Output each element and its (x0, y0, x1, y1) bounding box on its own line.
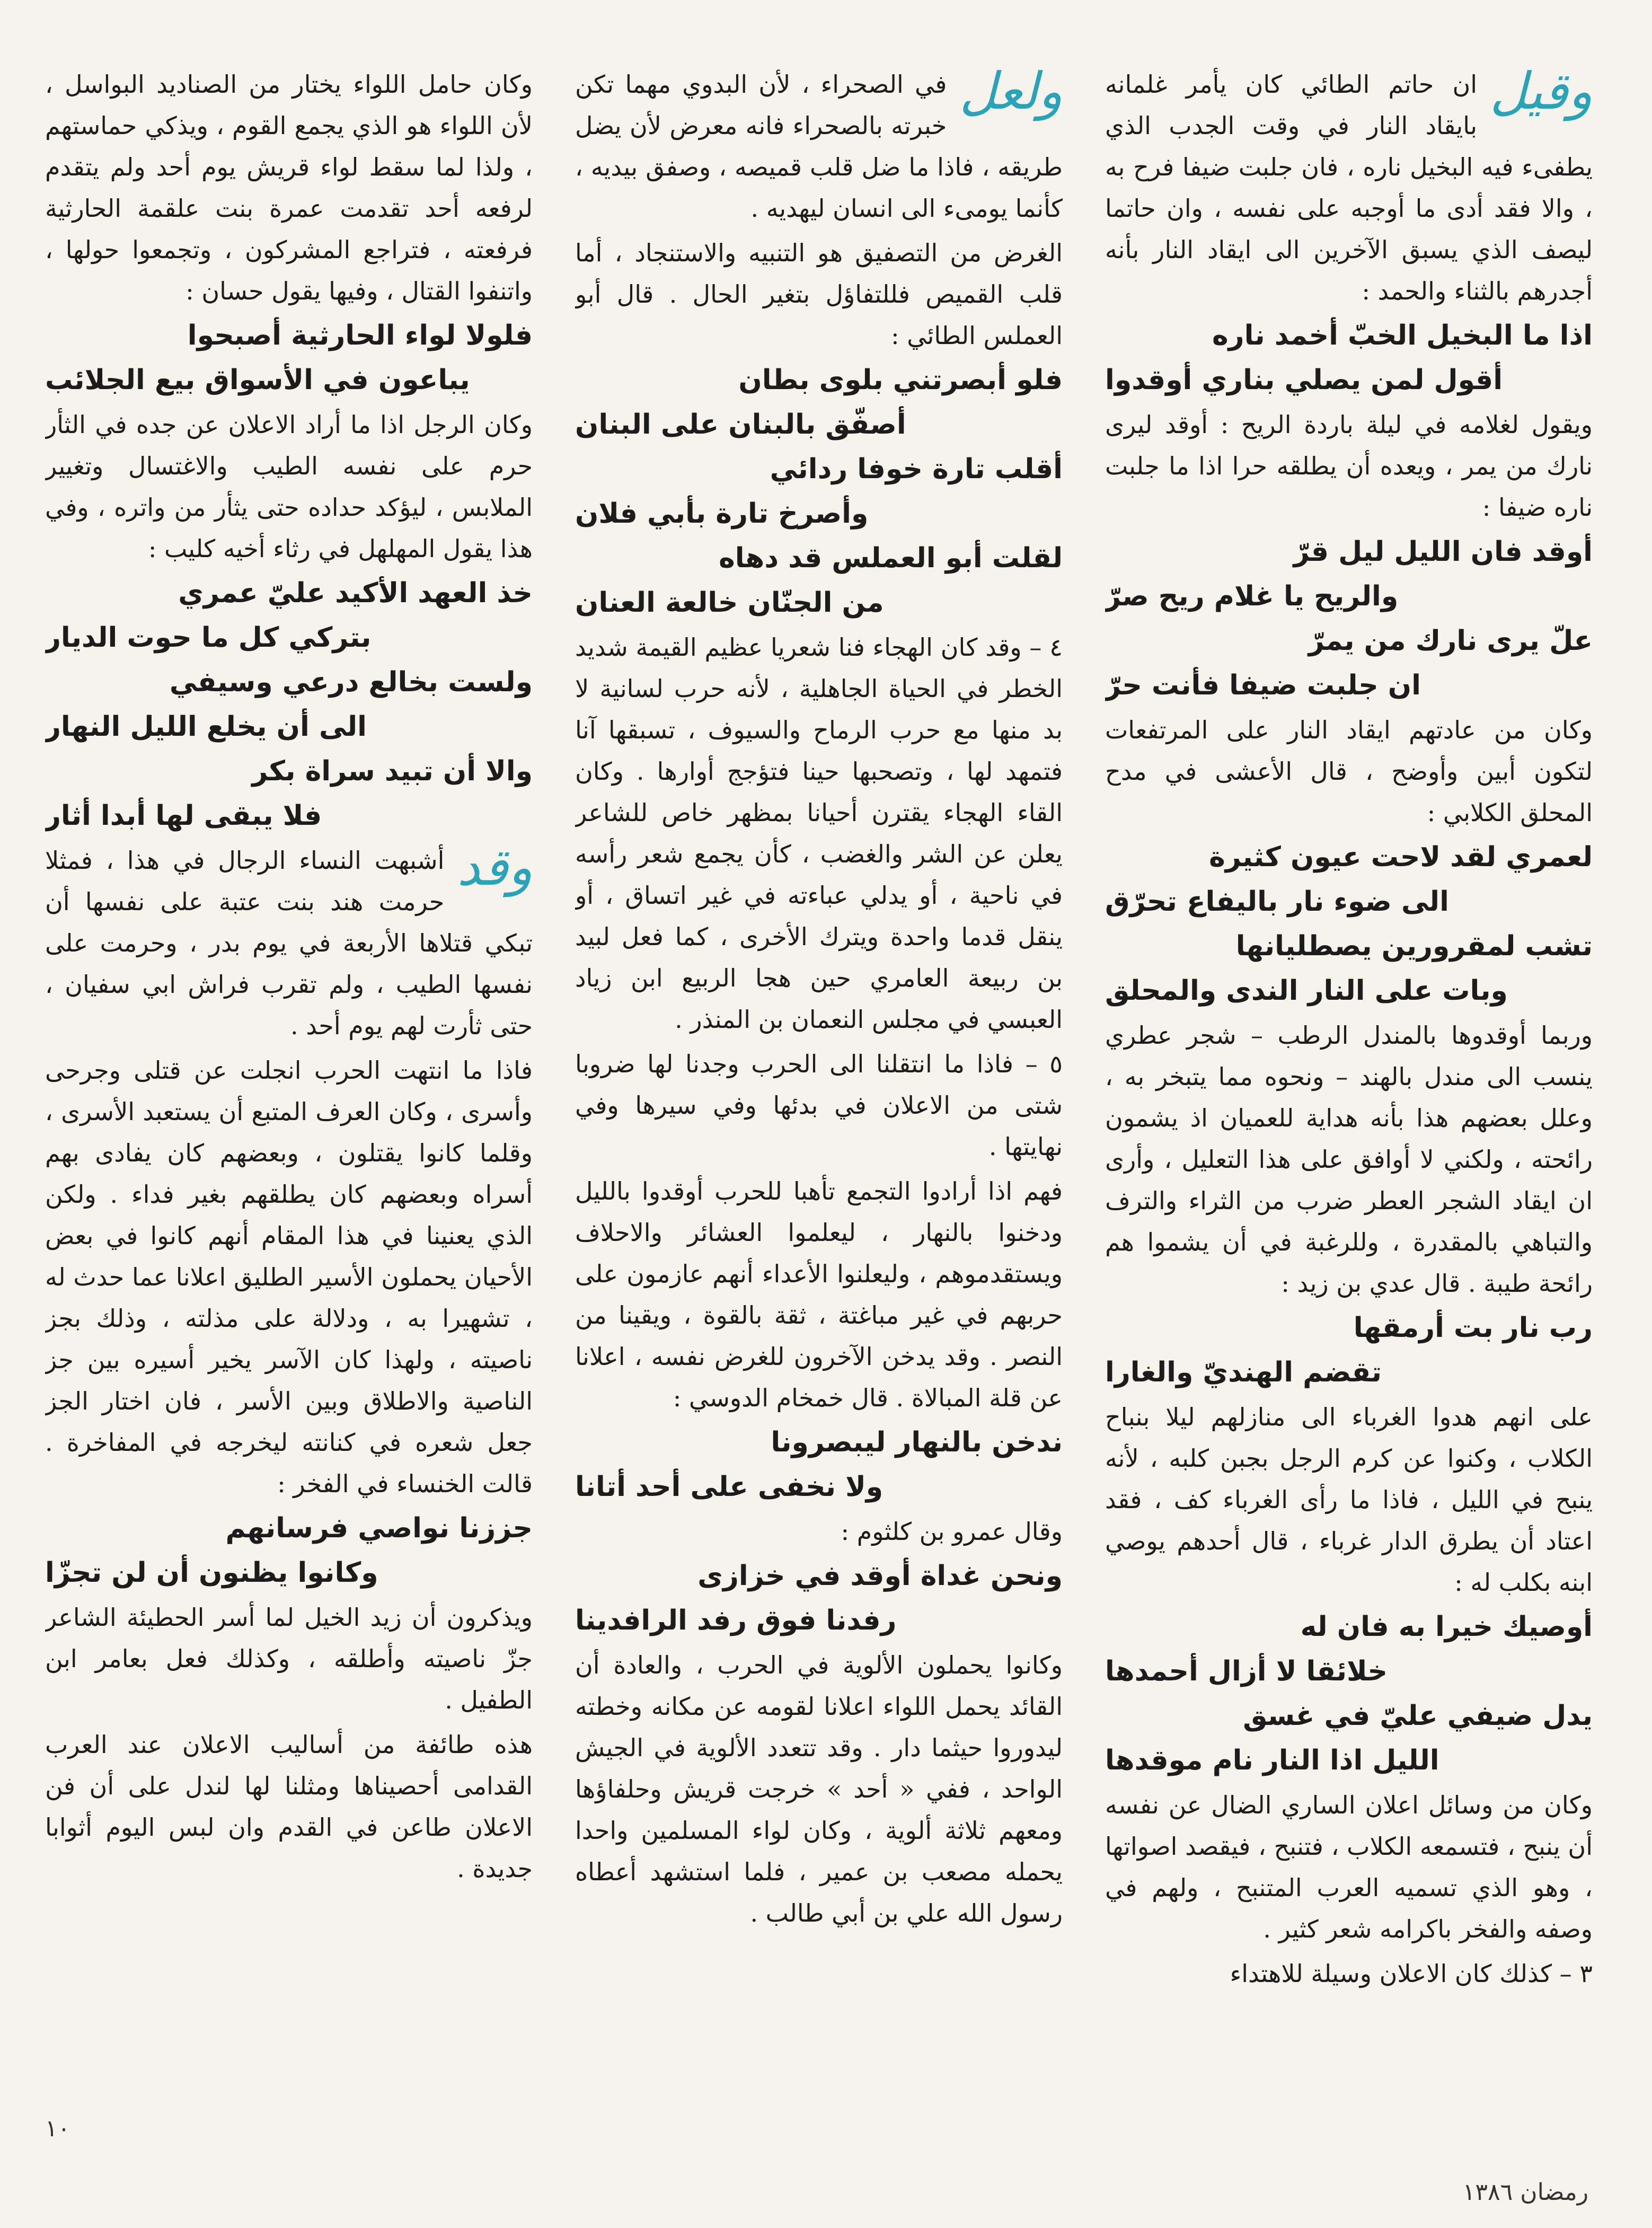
verse-hemistich-second: الى ضوء نار باليفاع تحرّق (1105, 886, 1449, 918)
verse-hemistich-first: فلولا لواء الحارثية أصبحوا (187, 320, 533, 351)
paragraph (575, 627, 1063, 1040)
paragraph-text: وكان حامل اللواء يختار من الصناديد البواسل ، لأن اللواء هو الذي يجمع القوم ، ويذكي حماستهم ، ولذا لما سقط لواء قريش يوم أحد ولم يتقدم لرفعه أحد تقدمت عمرة بنت علقمة الحارثية فرفعته ، فتراجع المشركون ، وتجمعوا حولها ، واتنفوا القتال ، وفيها يقول حسان : (45, 70, 533, 305)
paragraph (45, 64, 533, 312)
verse-hemistich-first: أقلب تارة خوفا ردائي (770, 453, 1063, 485)
issue-date: رمضان ١٣٨٦ (1462, 2179, 1588, 2206)
verse-hemistich-first: جززنا نواصي فرسانهم (225, 1512, 533, 1544)
paragraph-text: هذه طائفة من أساليب الاعلان عند العرب القدامى أحصيناها ومثلنا لها لندل على أن فن الاعلان طاعن في القدم وان لبس اليوم أثوابا جديدة . (45, 1730, 533, 1883)
paragraph (45, 840, 533, 1046)
column-left (45, 64, 533, 2089)
verse-hemistich-second: ولا نخفى على أحد أتانا (575, 1471, 884, 1503)
verse-hemistich-second: وبات على النار الندى والمحلق (1105, 975, 1508, 1007)
paragraph (45, 1597, 533, 1721)
verse-hemistich-first: والا أن تبيد سراة بكر (252, 755, 533, 787)
verse-hemistich-first: علّ يرى نارك من يمرّ (1308, 625, 1593, 657)
paragraph-text: ٤ – وقد كان الهجاء فنا شعريا عظيم القيمة شديد الخطر في الحياة الجاهلية ، لأنه حرب لسانية لا بد منها مع حرب الرماح والسيوف ، تسبقها آنا فتمهد لها ، وتصحبها حينا فتؤجج أوارها . وكان القاء الهجاء يقترن أحيانا بمظهر خاص للشاعر يعلن عن الشر والغضب ، كأن يجمع شعر رأسه في ناحية ، أو يدلي عباءته في غير اتساق ، أو ينقل قدما واحدة ويترك الأخرى ، كما فعل لبيد بن ربيعة العامري حين هجا الربيع ابن زياد العبسي في مجلس النعمان بن المنذر . (575, 633, 1063, 1034)
verse-hemistich-second: ان جلبت ضيفا فأنت حرّ (1105, 670, 1421, 701)
paragraph (45, 404, 533, 569)
verse-hemistich-second: أصفّق بالبنان على البنان (575, 409, 906, 441)
paragraph (1105, 1015, 1593, 1304)
paragraph (575, 1511, 1063, 1552)
verse-hemistich-second: خلائقا لا أزال أحمدها (1105, 1655, 1388, 1687)
paragraph-text: فاذا ما انتهت الحرب انجلت عن قتلى وجرحى وأسرى ، وكان العرف المتبع أن يستعبد الأسرى ، وقلما كانوا يقتلون ، وبعضهم كان يفادى بهم أسراه وبعضهم كان يطلقهم بغير فداء . ولكن الذي يعنينا في هذا المقام أنهم كانوا في بعض الأحيان يحملون الأسير الطليق اعلانا عما حدث له ، تشهيرا به ، ودلالة على مذلته ، وذلك بجز ناصيته ، ولهذا كان الآسر يخير أسيره بين جز الناصية والاطلاق وبين الأسر ، فان اختار الجز جعل شعره في كنانته ليخرجه في المفاخرة . قالت الخنساء في الفخر : (45, 1056, 533, 1498)
verse-hemistich-first: فلو أبصرتني بلوى بطان (738, 364, 1063, 396)
verse-hemistich-first: ونحن غداة أوقد في خزازى (697, 1560, 1063, 1592)
paragraph (575, 232, 1063, 356)
drop-word: وقيل (1490, 64, 1593, 121)
paragraph (45, 1724, 533, 1889)
paragraph-text: وكانوا يحملون الألوية في الحرب ، والعادة أن القائد يحمل اللواء اعلانا لقومه عن مكانه وخطته ليدوروا حيثما دار . وقد تتعدد الألوية في الجيش الواحد ، ففي « أحد » خرجت قريش وحلفاؤها ومعهم ثلاثة ألوية ، وكان لواء المسلمين واحدا يحمله مصعب بن عمير ، فلما استشهد أعطاه رسول الله علي بن أبي طالب . (575, 1651, 1063, 1927)
paragraph (575, 1043, 1063, 1167)
paragraph (575, 64, 1063, 229)
verse-hemistich-first: لقلت أبو العملس قد دهاه (719, 542, 1063, 574)
verse-hemistich-second: وكانوا يظنون أن لن تجزّا (45, 1557, 378, 1589)
drop-word: وقد (457, 838, 533, 897)
verse-hemistich-first: أوصيك خيرا به فان له (1300, 1611, 1593, 1643)
column-middle (575, 64, 1063, 2089)
verse-hemistich-second: أقول لمن يصلي بناري أوقدوا (1105, 364, 1503, 396)
verse-hemistich-first: أوقد فان الليل ليل قرّ (1293, 536, 1593, 568)
paragraph-text: فهم اذا أرادوا التجمع تأهبا للحرب أوقدوا بالليل ودخنوا بالنهار ، ليعلموا العشائر والاحلاف ويستقدموهم ، وليعلنوا الأعداء أنهم عازمون على حربهم في غير مباغتة ، ثقة بالقوة ، ويقينا من النصر . وقد يدخن الآخرون للغرض نفسه ، اعلانا عن قلة المبالاة . قال خمخام الدوسي : (575, 1177, 1063, 1412)
verse-hemistich-first: رب نار بت أرمقها (1353, 1312, 1593, 1344)
paragraph-text: وكان من عادتهم ايقاد النار على المرتفعات لتكون أبين وأوضح ، قال الأعشى في مدح المحلق الكلابي : (1105, 716, 1593, 827)
verse-hemistich-second: فلا يبقى لها أبدا أثار (45, 800, 322, 832)
verse-hemistich-second: والريح يا غلام ريح صرّ (1105, 580, 1399, 612)
paragraph-text: وكان الرجل اذا ما أراد الاعلان عن جده في الثأر حرم على نفسه الطيب والاغتسال وتغيير الملابس ، ليؤكد حداده حتى يثأر من واتره ، وفي هذا يقول المهلهل في رثاء أخيه كليب : (45, 410, 533, 563)
paragraph-text: وقال عمرو بن كلثوم : (841, 1517, 1063, 1546)
paragraph-text: أشبهت النساء الرجال في هذا ، فمثلا حرمت هند بنت عتبة على نفسها أن تبكي قتلاها الأربعة في يوم بدر ، وحرمت على نفسها الطيب ، ولم تقرب فراش ابي سفيان ، حتى ثأرت لهم يوم أحد . (45, 846, 533, 1040)
paragraph (575, 1170, 1063, 1419)
paragraph-text: ٥ – فاذا ما انتقلنا الى الحرب وجدنا لها ضروبا شتى من الاعلان في بدئها وفي سيرها وفي نهايتها . (575, 1050, 1063, 1161)
drop-word: ولعل (959, 64, 1063, 121)
paragraph (1105, 1953, 1593, 1994)
paragraph-text: على انهم هدوا الغرباء الى منازلهم ليلا بنباح الكلاب ، وكنوا عن كرم الرجل بجبن كلبه ، لأنه ينبح في الليل ، فاذا ما رأى الغرباء كف ، فقد اعتاد أن يطرق الدار غرباء ، قال أحدهم يوصي ابنه بكلب له : (1105, 1403, 1593, 1597)
verse-hemistich-first: ندخن بالنهار ليبصرونا (771, 1426, 1063, 1458)
paragraph-text: ويقول لغلامه في ليلة باردة الريح : أوقد ليرى نارك من يمر ، ويعده أن يطلقه حرا اذا ما جلبت ناره ضيفا : (1105, 410, 1593, 522)
paragraph (1105, 64, 1593, 312)
page-number: ١٠ (45, 2115, 70, 2142)
paragraph (1105, 1396, 1593, 1603)
paragraph (1105, 1784, 1593, 1950)
paragraph-text: ٣ – كذلك كان الاعلان وسيلة للاهتداء (1230, 1959, 1593, 1988)
verse-hemistich-second: رفدنا فوق رفد الرافدينا (575, 1605, 897, 1636)
paragraph-text: ويذكرون أن زيد الخيل لما أسر الحطيئة الشاعر جزّ ناصيته وأطلقه ، وكذلك فعل بعامر ابن الطفيل . (45, 1603, 533, 1714)
paragraph (1105, 709, 1593, 833)
paragraph-text: الغرض من التصفيق هو التنبيه والاستنجاد ، أما قلب القميص فللتفاؤل بتغير الحال . قال أبو العملس الطائي : (575, 239, 1063, 350)
paragraph (1105, 404, 1593, 528)
verse-hemistich-first: اذا ما البخيل الخبّ أخمد ناره (1212, 320, 1593, 351)
verse-hemistich-first: يدل ضيفي عليّ في غسق (1243, 1700, 1593, 1732)
verse-hemistich-first: لعمري لقد لاحت عيون كثيرة (1209, 841, 1593, 873)
paragraph (575, 1644, 1063, 1934)
paragraph (45, 1050, 533, 1504)
paragraph-text: في الصحراء ، لأن البدوي مهما تكن خبرته بالصحراء فانه معرض لأن يضل طريقه ، فاذا ما ضل قلب قميصه ، وصفق بيديه ، كأنما يومىء الى انسان ليهديه . (575, 70, 1063, 223)
verse-hemistich-second: يباعون في الأسواق بيع الجلائب (45, 364, 470, 396)
verse-hemistich-second: تقضم الهنديّ والغارا (1105, 1357, 1382, 1388)
paragraph-text: ان حاتم الطائي كان يأمر غلمانه بايقاد النار في وقت الجدب الذي يطفىء فيه البخيل ناره ، فان جلبت ضيفا فرح به ، والا فقد أدى ما أوجبه على نفسه ، وان حاتما ليصف الذي يسبق الآخرين الى ايقاد النار بأنه أجدرهم بالثناء والحمد : (1105, 70, 1593, 305)
verse-hemistich-second: الليل اذا النار نام موقدها (1105, 1745, 1439, 1776)
verse-hemistich-second: من الجنّان خالعة العنان (575, 587, 884, 619)
verse-hemistich-second: وأصرخ تارة بأبي فلان (575, 498, 869, 530)
verse-hemistich-second: بتركي كل ما حوت الديار (45, 622, 372, 654)
paragraph-text: وربما أوقدوها بالمندل الرطب – شجر عطري ينسب الى مندل بالهند – ونحوه مما يتبخر به ، وعلل بعضهم هذا بأنه هداية للعميان اذ يشمون رائحته ، ولكني لا أوافق على هذا التعليل ، وأرى ان ايقاد الشجر العطر ضرب من الثراء والترف والتباهي بالمقدرة ، وللرغبة في أن يشموا هم رائحة طيبة . قال عدي بن زيد : (1105, 1021, 1593, 1298)
verse-hemistich-first: تشب لمقرورين يصطليانها (1235, 930, 1593, 962)
paragraph-text: وكان من وسائل اعلان الساري الضال عن نفسه أن ينبح ، فتسمعه الكلاب ، فتنبح ، فيقصد اصواتها ، وهو الذي تسميه العرب المتنبح ، ولهم في وصفه والفخر باكرامه شعر كثير . (1105, 1791, 1593, 1943)
verse-hemistich-second: الى أن يخلع الليل النهار (45, 711, 367, 743)
verse-hemistich-first: ولست بخالع درعي وسيفي (169, 666, 533, 698)
verse-hemistich-first: خذ العهد الأكيد عليّ عمري (178, 577, 533, 609)
column-right (1105, 64, 1593, 2089)
